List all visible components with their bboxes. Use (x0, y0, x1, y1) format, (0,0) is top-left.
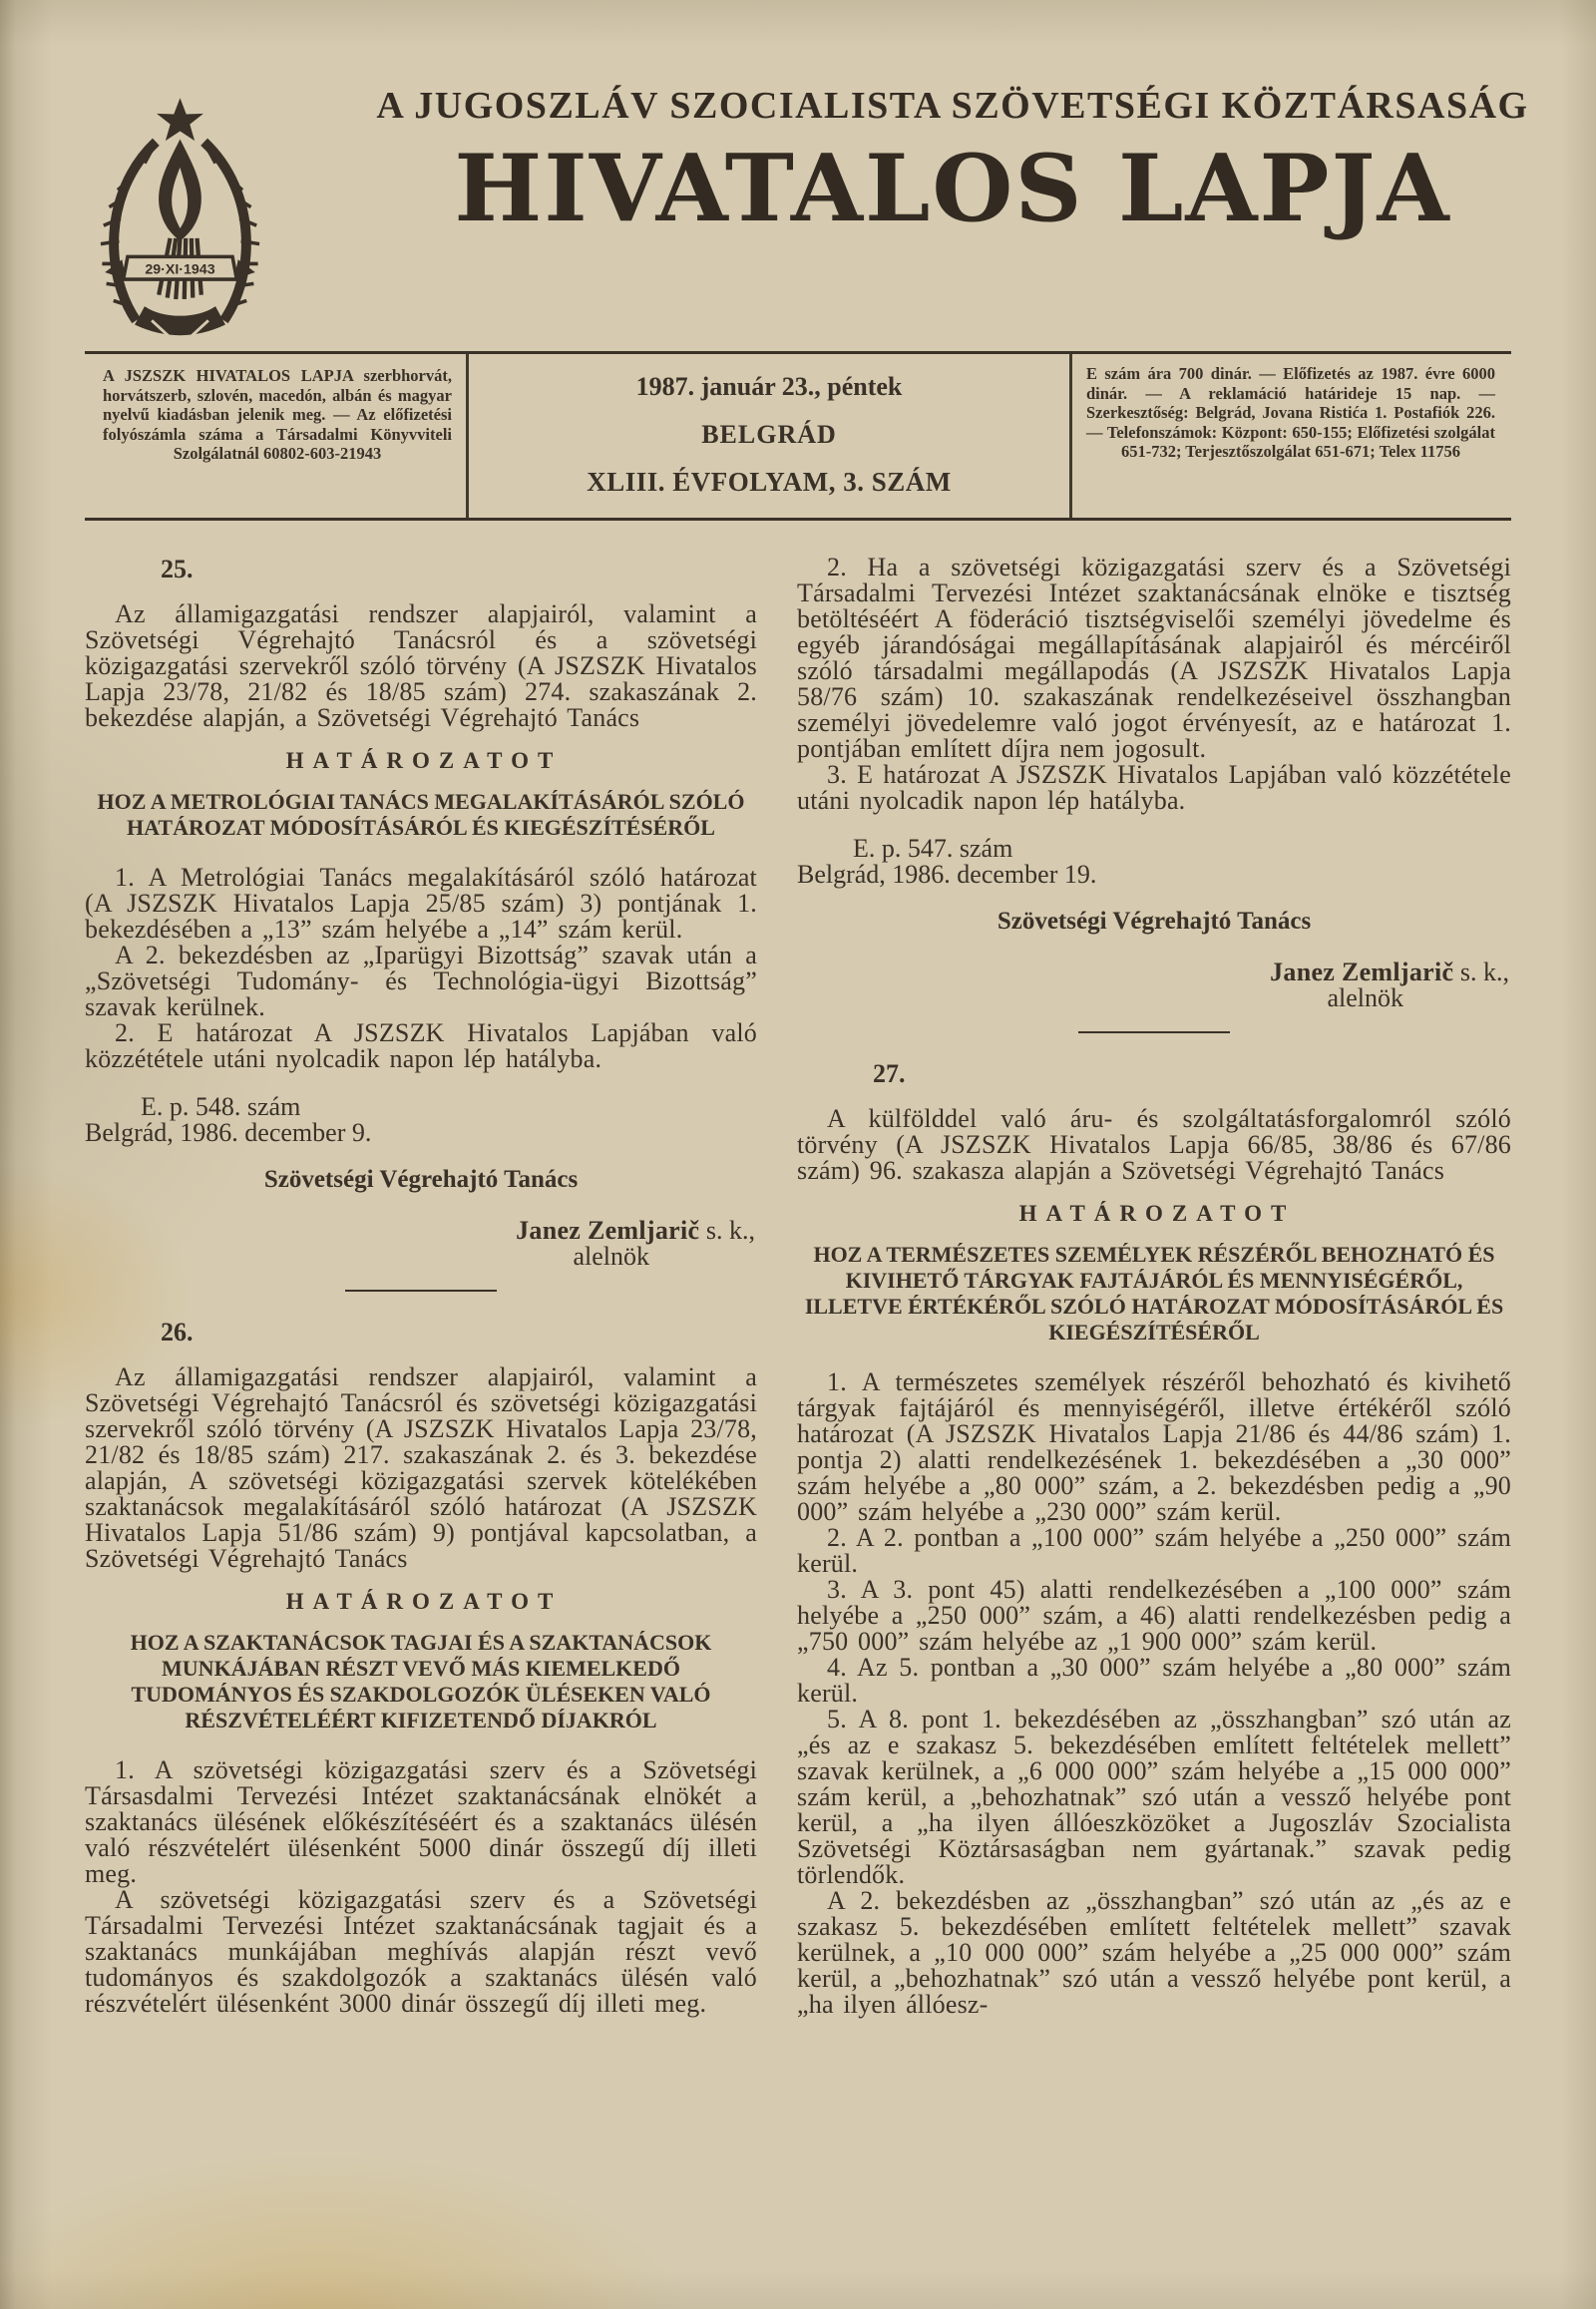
issue-info (469, 354, 1072, 518)
paragraph: 3. A 3. pont 45) alatti rendelkezésében a „100 000” szám helyébe a „250 000” szám, a 46) alatti rendelkezésben pedig a „750 000” szám helyébe az „1 900 000” szám kerül. (797, 1575, 1511, 1656)
decree-intro: Az államigazgatási rendszer alapjairól, valamint a Szövetségi Végrehajtó Tanácsról és szövetségi közigazgatási szervekről szóló törvény (A JSZSZK Hivatalos Lapja 23/78, 21/82 és 18/85 szám) 217. szakaszának 2. és 3. bekezdése alapján, A szövetségi közigazgatási szervek kötelékében szaktanácsok megalakításáról szóló határozat (A JSZSZK Hivatalos Lapja 51/86 szám) 9) pontjával kapcsolatban, a Szövetségi Végrehajtó Tanács (85, 1362, 757, 1573)
paragraph: 1. A szövetségi közigazgatási szerv és a Szövetségi Társasdalmi Tervezési Intézet szaktanácsának elnökét a szaktanács ülésének előkészítéséért és a szaktanács ülésén való részvételért ülésenként 5000 dinár összegű díj illeti meg. (85, 1755, 757, 1888)
page-body (85, 521, 1511, 2018)
paragraph: A szövetségi közigazgatási szerv és a Szövetségi Társadalmi Tervezési Intézet szaktanácsának tagjait és a szaktanács munkájában meghívás alapján részt vevő tudományos és szakdolgozók a szaktanács ülésén való részvételért ülésenként 3000 dinár összegű díj illeti meg. (85, 1885, 757, 2018)
paragraph: A 2. bekezdésben az „Iparügyi Bizottság” szavak után a „Szövetségi Tudomány- és Technológia-ügyi Bizottság” szavak kerülnek. (85, 941, 757, 1021)
signature-line (797, 960, 1509, 985)
decree-word: HATÁROZATOT (285, 748, 563, 773)
gazette-title: HIVATALOS LAPJA (454, 133, 1451, 242)
decree-subject: HOZ A TERMÉSZETES SZEMÉLYEK RÉSZÉRŐL BEHOZHATÓ ÉS KIVIHETŐ TÁRGYAK FAJTÁJÁRÓL ÉS MENNYISÉGÉRŐL, ILLETVE ÉRTÉKÉRŐL SZÓLÓ HATÁROZAT MÓDOSÍTÁSÁRÓL ÉS KIEGÉSZÍTÉSÉRŐL (804, 1242, 1504, 1345)
masthead-titles (309, 0, 1596, 242)
decree-27 (797, 1059, 1511, 2018)
section-number: 25. (161, 555, 194, 583)
issue-volume: XLIII. ÉVFOLYAM, 3. SZÁM (587, 467, 952, 497)
yugoslav-coat-of-arms-icon (88, 94, 272, 343)
paragraph: 4. Az 5. pontban a „30 000” szám helyébe a „80 000” szám kerül. (797, 1653, 1511, 1708)
signer-suffix: s. k., (1453, 958, 1509, 986)
paragraph: 2. Ha a szövetségi közigazgatási szerv és a Szövetségi Társadalmi Tervezési Intézet szaktanácsának elnöke e tisztség betöltéséért A föderáció tisztségviselői személyi jövedelme és egyéb járandóságai megállapításának alapjairól és mércéiről szóló társadalmi megállapodás (A JSZSZK Hivatalos Lapja 58/76 szám) 10. szakaszának rendelkezéseivel összhangban személyi jövedelemre való jogot érvényesít, az e határozat 1. pontjában említett díjra nem jogosult. (797, 553, 1511, 763)
paragraph: A 2. bekezdésben az „összhangban” szó után az „és az e szakasz 5. bekezdésében említett feltételek mellett” szavak kerülnek, a „10 000 000” szám helyébe a „25 000 000” szám kerül, a „behozhatnak” szó után a vessző helyébe pont kerül, a „ha ilyen állóesz- (797, 1886, 1511, 2019)
paragraph: 3. E határozat A JSZSZK Hivatalos Lapjában való közzététele utáni nyolcadik napon lép hatályba. (797, 760, 1511, 815)
signature-line (85, 1218, 755, 1244)
paragraph: 2. A 2. pontban a „100 000” szám helyébe a „250 000” szám kerül. (797, 1523, 1511, 1578)
file-number: E. p. 548. szám (141, 1092, 301, 1121)
paragraph: 1. A Metrológiai Tanács megalakításáról szóló határozat (A JSZSZK Hivatalos Lapja 25/85 szám) 3) pontjának 1. bekezdésében a „13” szám helyébe a „14” szám kerül. (85, 863, 757, 944)
place-and-date: Belgrád, 1986. december 9. (85, 1118, 372, 1147)
decree-26-continuation (797, 555, 1511, 1011)
signer-title: alelnök (573, 1242, 649, 1271)
signer-title: alelnök (1327, 983, 1403, 1012)
decree-word: HATÁROZATOT (1018, 1201, 1296, 1226)
file-number: E. p. 547. szám (853, 834, 1013, 863)
section-divider (1078, 1031, 1230, 1033)
paragraph: 2. E határozat A JSZSZK Hivatalos Lapjában való közzététele utáni nyolcadik napon lép hatályba. (85, 1018, 757, 1073)
masthead-info-box (85, 351, 1511, 521)
issue-date: 1987. január 23., péntek (635, 372, 903, 401)
masthead (0, 0, 1596, 351)
section-number: 26. (161, 1318, 194, 1347)
decree-intro: Az államigazgatási rendszer alapjairól, valamint a Szövetségi Végrehajtó Tanácsról és a szövetségi közigazgatási szervekről szóló törvény (A JSZSZK Hivatalos Lapja 23/78, 21/82 és 18/85 szám) 274. szakaszának 2. bekezdése alapján, a Szövetségi Végrehajtó Tanács (85, 599, 757, 732)
issuing-organ: Szövetségi Végrehajtó Tanács (263, 1166, 579, 1193)
decree-word: HATÁROZATOT (285, 1589, 563, 1614)
issuing-organ: Szövetségi Végrehajtó Tanács (997, 908, 1312, 935)
decree-subject: HOZ A METROLÓGIAI TANÁCS MEGALAKÍTÁSÁRÓL SZÓLÓ HATÁROZAT MÓDOSÍTÁSÁRÓL ÉS KIEGÉSZÍTÉSÉRŐL (97, 789, 745, 840)
section-divider (345, 1290, 497, 1292)
signer-suffix: s. k., (699, 1216, 755, 1245)
right-column (797, 555, 1511, 2018)
place-and-date: Belgrád, 1986. december 19. (797, 860, 1097, 889)
publication-info: A JSZSZK HIVATALOS LAPJA szerbhorvát, horvátszerb, szlovén, macedón, albán és magyar nyelvű kiadásban jelenik meg. — Az előfizetési folyószámla száma a Társadalmi Könyvviteli Szolgálatnál 60802-603-21943 (85, 354, 469, 518)
decree-26 (85, 1318, 757, 2017)
left-column (85, 555, 757, 2018)
signer-name: Janez Zemljarič (1270, 958, 1454, 986)
decree-subject: HOZ A SZAKTANÁCSOK TAGJAI ÉS A SZAKTANÁCSOK MUNKÁJÁBAN RÉSZT VEVŐ MÁS KIEMELKEDŐ TUDOMÁNYOS ÉS SZAKDOLGOZÓK ÜLÉSEKEN VALÓ RÉSZVÉTELÉÉRT KIFIZETENDŐ DÍJAKRÓL (130, 1630, 712, 1732)
section-number: 27. (873, 1059, 906, 1088)
signer-name: Janez Zemljarič (516, 1216, 700, 1245)
paragraph: 1. A természetes személyek részéről behozható és kivihető tárgyak fajtájáról és mennyiségéről, illetve értékéről szóló határozat (A JSZSZK Hivatalos Lapja 21/86 és 44/86 szám) 1. pontja 2) alatti rendelkezésének 1. bekezdésében a „30 000” szám helyébe a „80 000” szám, a 2. bekezdésben pedig a „90 000” szám helyébe a „230 000” szám kerül. (797, 1367, 1511, 1526)
decree-intro: A külfölddel való áru- és szolgáltatásforgalomról szóló törvény (A JSZSZK Hivatalos Lapja 66/85, 38/86 és 67/86 szám) 96. szakasza alapján a Szövetségi Végrehajtó Tanács (797, 1104, 1511, 1185)
paragraph: 5. A 8. pont 1. bekezdésében az „összhangban” szó után az „és az e szakasz 5. bekezdésében említett feltételek mellett” szavak kerülnek, a „6 000 000” szám helyébe a „15 000 000” szám kerül, a „behozhatnak” szó után a vessző helyébe pont kerül, a „ha ilyen állóeszközöket a Jugoszláv Szocialista Szövetségi Köztársaságban nem gyártanak.” szavak pedig törlendők. (797, 1705, 1511, 1889)
emblem-date: 29·XI·1943 (145, 261, 215, 278)
country-name-line: A JUGOSZLÁV SZOCIALISTA SZÖVETSÉGI KÖZTÁRSASÁG (376, 85, 1529, 127)
decree-25 (85, 555, 757, 1270)
issue-city: BELGRÁD (701, 419, 837, 449)
subscription-info: E szám ára 700 dinár. — Előfizetés az 1987. évre 6000 dinár. — A reklamáció határideje 15 nap. — Szerkesztőség: Belgrád, Jovana Ristića 1. Postafiók 226. — Telefonszámok: Központ: 650-155; Előfizetési szolgálat 651-732; Terjesztőszolgálat 651-671; Telex 11756 (1086, 364, 1495, 461)
